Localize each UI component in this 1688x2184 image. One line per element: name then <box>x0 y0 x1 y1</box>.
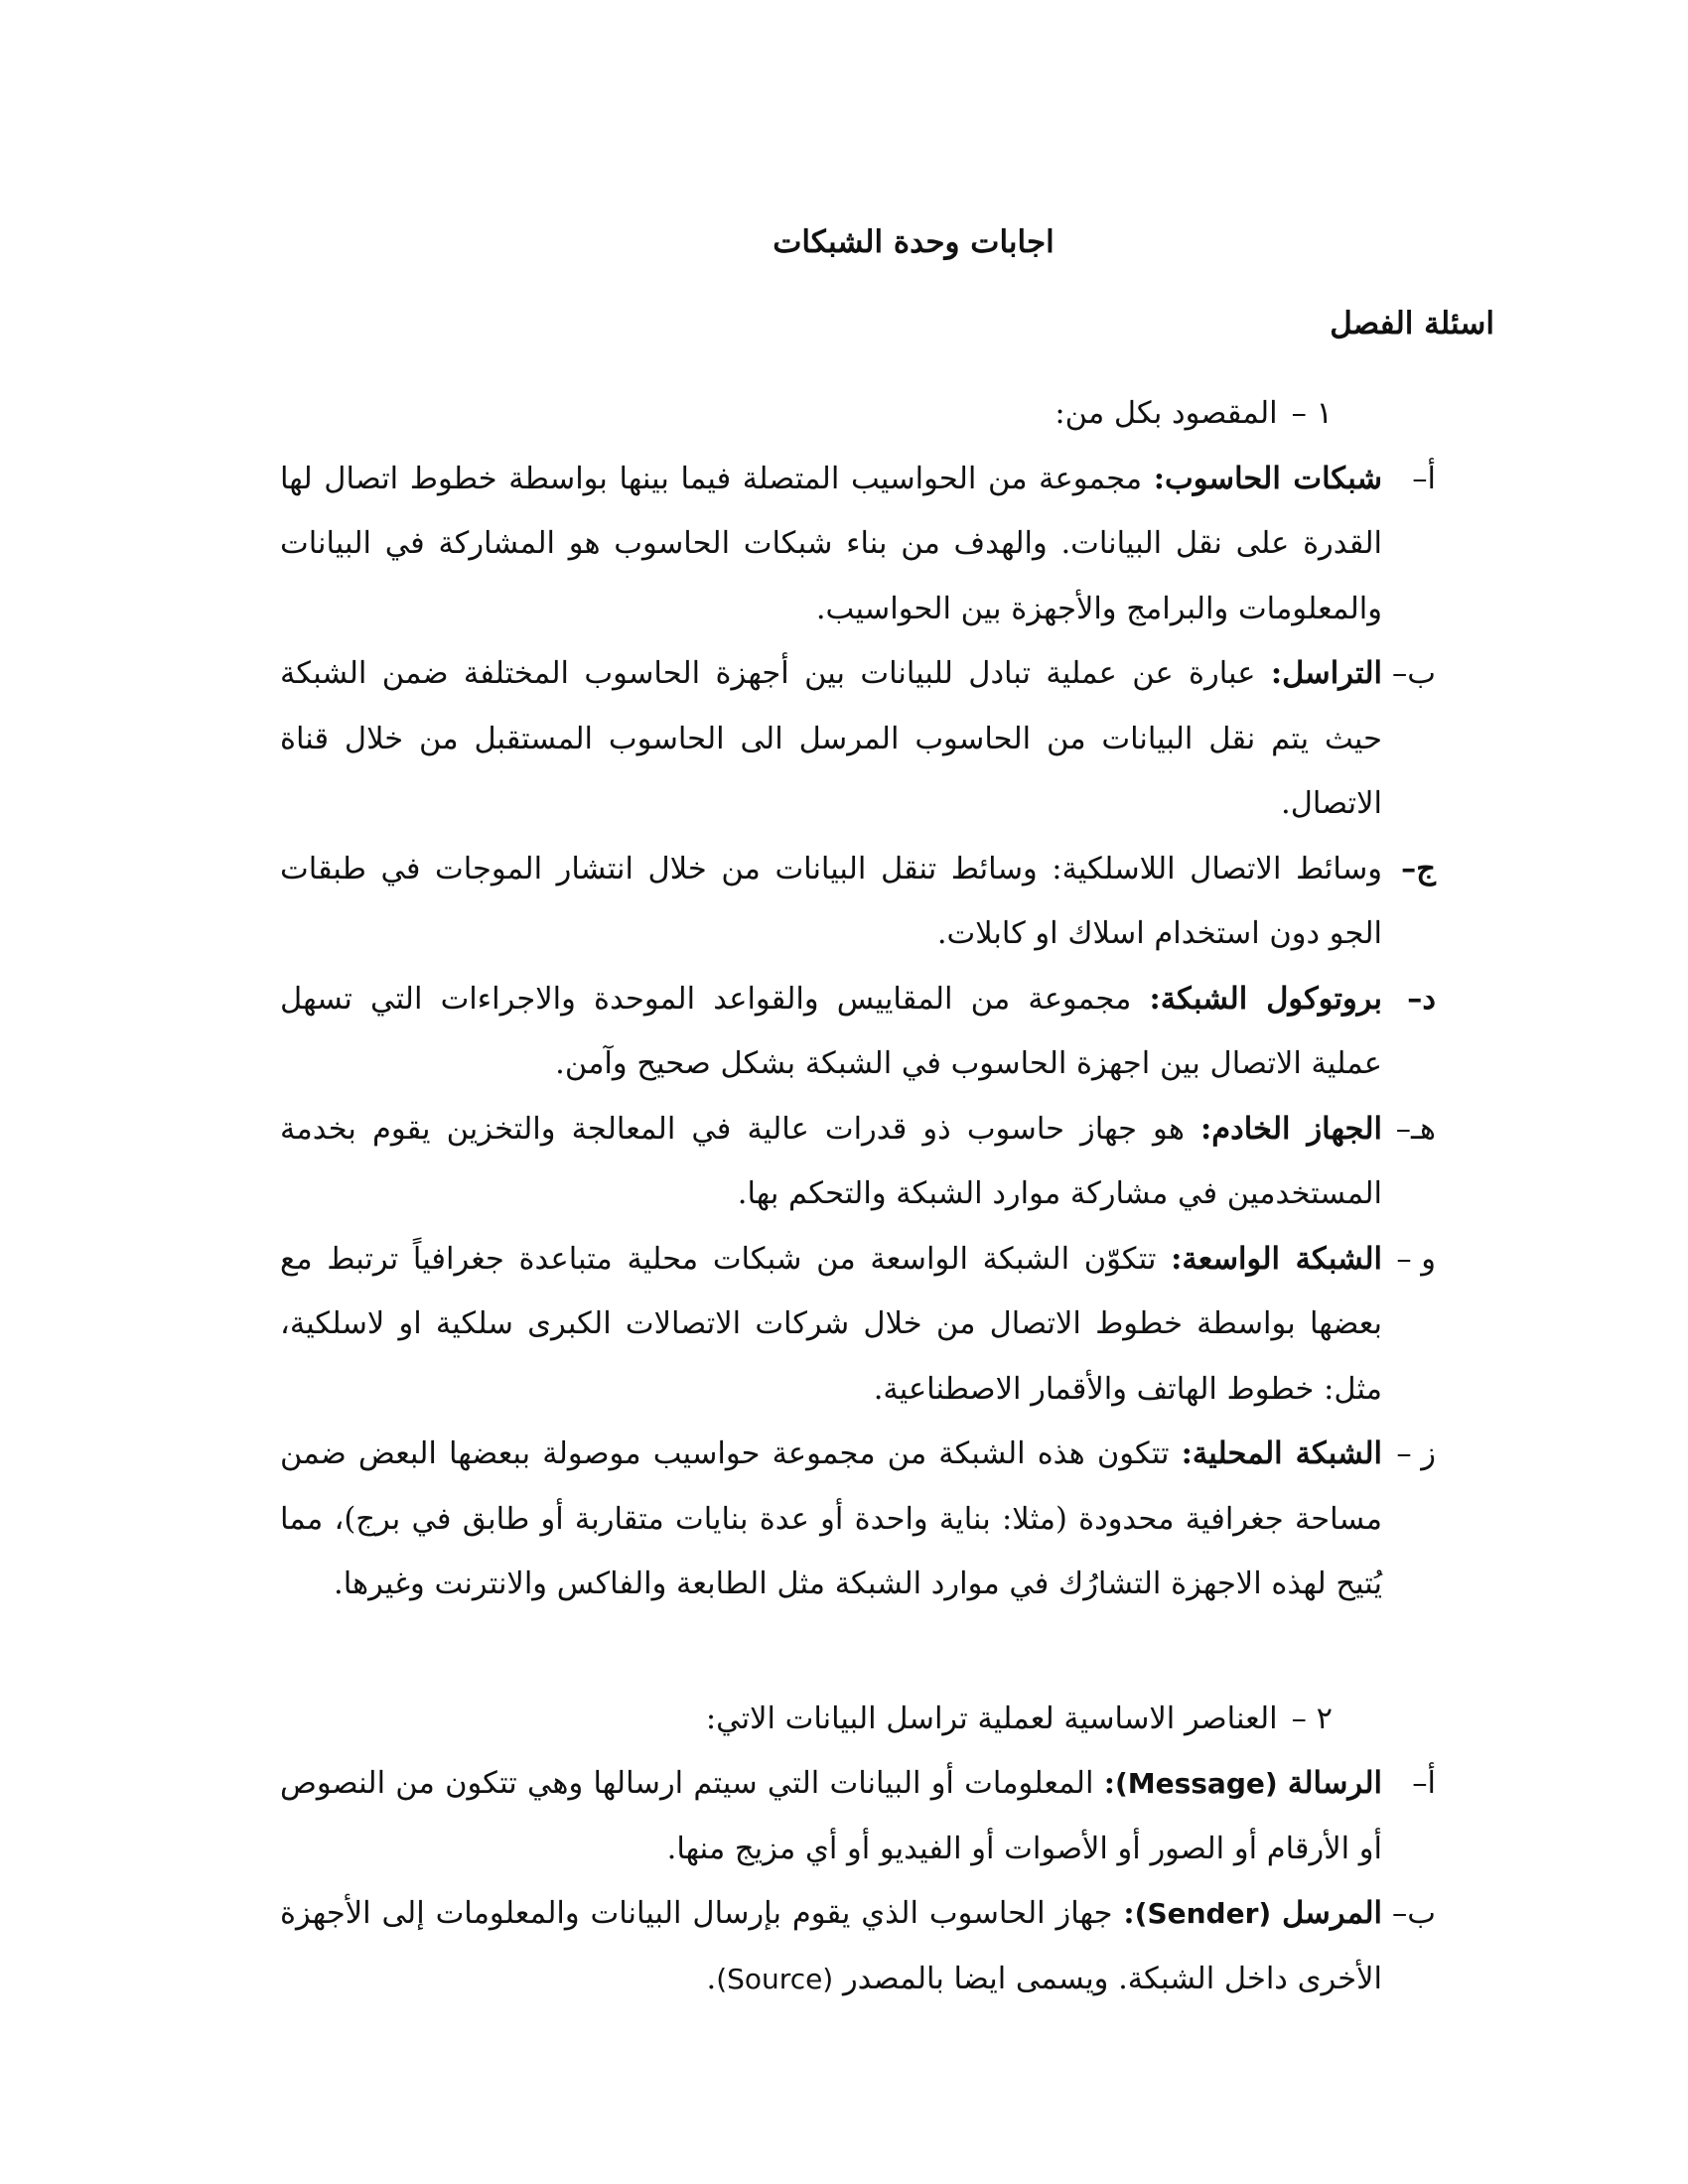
item-marker: هـ– <box>1395 1111 1436 1147</box>
definition-item-d <box>280 967 1436 1097</box>
term-colon: : <box>1123 1895 1135 1931</box>
term-sender: المرسل <box>1282 1895 1383 1931</box>
document-body <box>280 381 1436 2011</box>
definition-text: هو جهاز حاسوب ذو قدرات عالية في المعالجة والتخزين يقوم بخدمة المستخدمين في مشاركة موارد الشبكة والتحكم بها. <box>280 1111 1382 1211</box>
term-local-area-network: الشبكة المحلية: <box>1181 1435 1382 1471</box>
item-marker: و – <box>1396 1241 1436 1277</box>
definition-text: جهاز الحاسوب الذي يقوم بإرسال البيانات والمعلومات إلى الأجهزة الأخرى داخل الشبكة. ويسمى ايضا بالمصدر <box>280 1896 1382 1996</box>
question-2-heading <box>181 1687 1333 1752</box>
definition-item-b <box>280 641 1436 837</box>
term-message-latin: (Message) <box>1114 1767 1278 1800</box>
question-2-text: العناصر الاساسية لعملية تراسل البيانات الاتي: <box>705 1701 1278 1736</box>
spacer <box>280 1617 1382 1687</box>
definition-item-e <box>280 1097 1436 1227</box>
term-colon: : <box>1103 1765 1115 1801</box>
definition-item-a <box>280 447 1436 642</box>
item-marker: ب– <box>1392 656 1436 691</box>
term-wide-area-network: الشبكة الواسعة: <box>1171 1240 1383 1277</box>
term-sender-latin: (Sender) <box>1134 1897 1272 1930</box>
item-marker: ب– <box>1392 1896 1436 1931</box>
element-item-b <box>280 1881 1436 2011</box>
definition-text: عبارة عن عملية تبادل للبيانات بين أجهزة الحاسوب المختلفة ضمن الشبكة حيث يتم نقل البيانات من الحاسوب المرسل الى الحاسوب المستقبل من خلال قناة الاتصال. <box>280 656 1382 821</box>
term-network-protocol: بروتوكول الشبكة: <box>1149 980 1382 1017</box>
definition-item-f <box>280 1227 1436 1423</box>
term-message: الرسالة <box>1287 1765 1382 1801</box>
question-1-heading <box>181 381 1333 447</box>
definition-text: تتكوّن الشبكة الواسعة من شبكات محلية متباعدة جغرافياً ترتبط مع بعضها بواسطة خطوط الاتصال من خلال شركات الاتصالات الكبرى سلكية او لاسلكية، مثل: خطوط الهاتف والأقمار الاصطناعية. <box>280 1241 1382 1407</box>
document-title: اجابات وحدة الشبكات <box>773 224 1055 260</box>
definition-text: تتكون هذه الشبكة من مجموعة حواسيب موصولة ببعضها البعض ضمن مساحة جغرافية محدودة (مثلا: بناية واحدة أو عدة بنايات متقاربة أو طابق في برج)، مما يُتيح لهذه الاجهزة التشارُك في موارد الشبكة مثل الطابعة والفاكس والانترنت وغيرها. <box>280 1436 1382 1601</box>
definition-text: مجموعة من المقاييس والقواعد الموحدة والاجراءات التي تسهل عملية الاتصال بين اجهزة الحاسوب في الشبكة بشكل صحيح وآمن. <box>280 981 1382 1081</box>
item-marker: أ– <box>1412 461 1436 496</box>
item-marker: ج– <box>1401 850 1436 887</box>
source-latin: (Source) <box>716 1962 834 1995</box>
question-1-number: ١ – <box>1291 396 1333 431</box>
definition-text: المعلومات أو البيانات التي سيتم ارسالها وهي تتكون من النصوص أو الأرقام أو الصور أو الأصوات أو الفيديو أو أي مزيج منها. <box>280 1766 1382 1866</box>
definition-item-c <box>280 837 1436 967</box>
definition-text: وسائط الاتصال اللاسلكية: وسائط تنقل البيانات من خلال انتشار الموجات في طبقات الجو دون استخدام اسلاك او كابلات. <box>280 851 1382 951</box>
term-communication: التراسل: <box>1270 655 1382 691</box>
item-marker: أ– <box>1412 1766 1436 1801</box>
question-2-number: ٢ – <box>1291 1701 1333 1736</box>
question-1-text: المقصود بكل من: <box>1055 396 1278 431</box>
definition-text: مجموعة من الحواسيب المتصلة فيما بينها بواسطة خطوط اتصال لها القدرة على نقل البيانات. والهدف من بناء شبكات الحاسوب هو المشاركة في البيانات والمعلومات والبرامج والأجهزة بين الحواسيب. <box>280 461 1382 626</box>
definition-end: . <box>706 1961 717 1996</box>
element-item-a <box>280 1751 1436 1881</box>
definition-item-g <box>280 1422 1436 1617</box>
term-server: الجهاز الخادم: <box>1199 1110 1382 1147</box>
term-computer-networks: شبكات الحاسوب: <box>1153 460 1383 496</box>
section-heading: اسئلة الفصل <box>1330 306 1494 341</box>
item-marker: ز – <box>1396 1436 1436 1471</box>
item-marker: د– <box>1407 980 1436 1017</box>
